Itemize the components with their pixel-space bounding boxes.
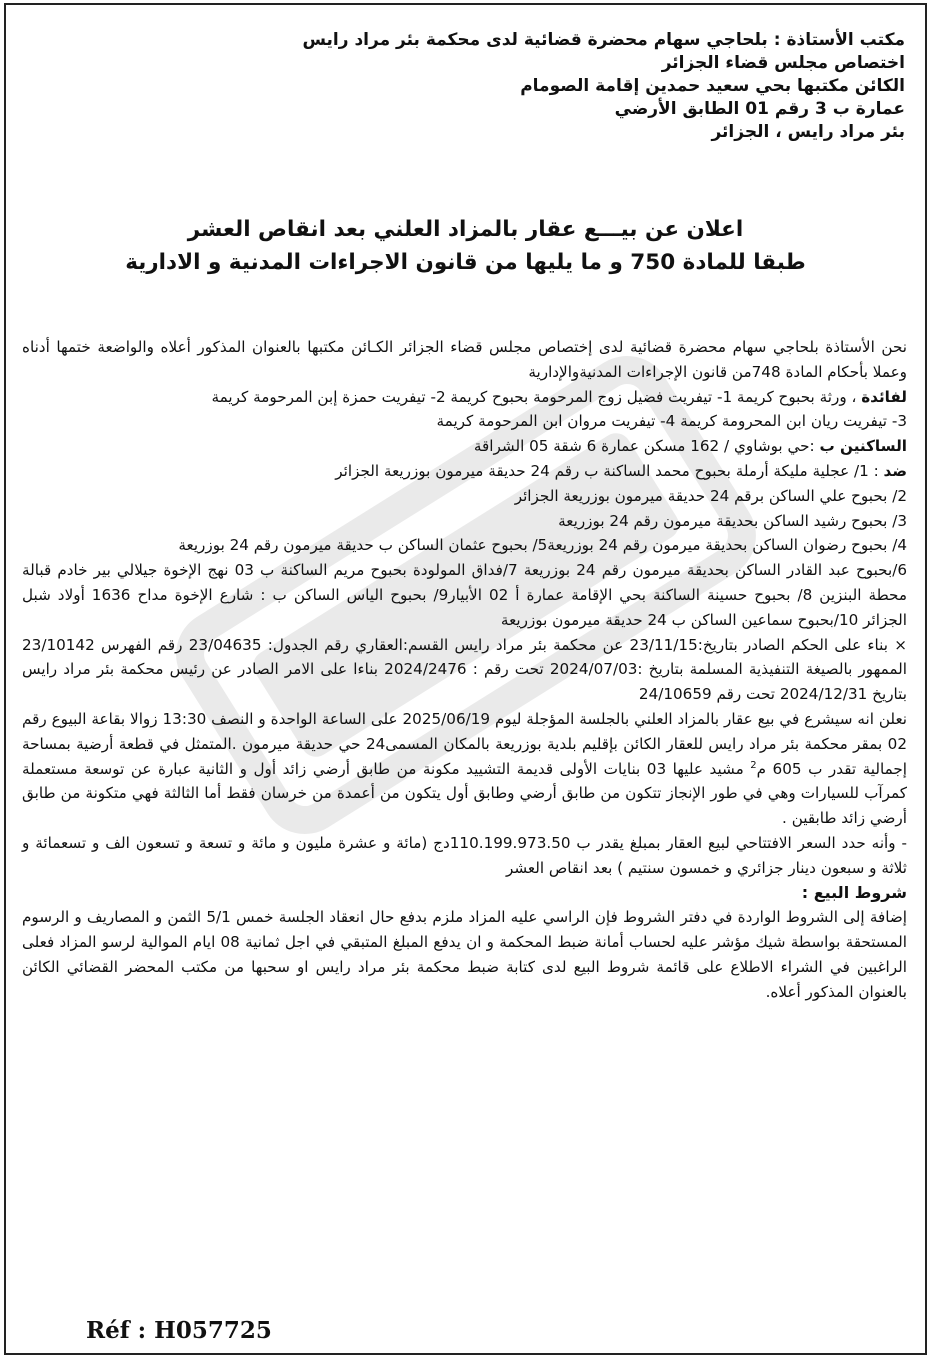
header-line-2: اختصاص مجلس قضاء الجزائر	[661, 53, 905, 73]
sale-conditions-title: شروط البيع :	[801, 882, 907, 902]
sale-announcement-text: نعلن انه سيشرع في بيع عقار بالمزاد العلني بالجلسة المؤجلة ليوم 2025/06/19 على الساعة الواحدة و النصف 13:30 زوالا بقاعة البيوع رقم 02 بمقر محكمة بئر مراد رايس للعقار الكائن بإقليم بلدية بوزريعة بالمكان المسمى24 حي حديقة ميرمون .المتمثل في قطعة أرضية بمساحة إجمالية تقدر ب 605 م	[22, 709, 908, 778]
sale-announcement-paragraph	[22, 707, 907, 831]
against-paragraph	[22, 459, 907, 484]
announcement-title	[26, 213, 905, 279]
against-party-2: 2/ بحبوح علي الساكن برقم 24 حديقة ميرمون بوزريعة الجزائر	[514, 486, 907, 505]
bailiff-office-header	[25, 29, 905, 144]
against-party-3: 3/ بحبوح رشيد الساكن بحديقة ميرمون رقم 24 بوزريعة	[558, 511, 907, 530]
title-line-2: طبقا للمادة 750 و ما يليها من قانون الاجراءات المدنية و الادارية	[125, 250, 806, 275]
against-party-4: 4/ بحبوح رضوان الساكن بحديقة ميرمون رقم 24 بوزريعة5/ بحبوح عثمان الساكن ب حديقة ميرمون رقم 24 بوزريعة	[178, 536, 907, 555]
announcement-body	[22, 335, 907, 1005]
against-label: ضد	[883, 461, 907, 480]
header-line-4: عمارة ب 3 رقم 01 الطابق الأرضي	[614, 99, 905, 119]
residents-paragraph	[22, 434, 907, 459]
against-party-1: : 1/ عجلية مليكة أرملة بحبوح محمد الساكنة ب رقم 24 حديقة ميرمون بوزريعة الجزائر	[335, 461, 879, 480]
heirs-line: 3- تيفريت ريان ابن المحرومة كريمة 4- تيفريت مروان ابن المرحومة كريمة	[436, 412, 907, 431]
beneficiary-paragraph	[22, 385, 907, 410]
against-party-6: 6/بحبوح عبد القادر الساكن بحديقة ميرمون رقم 24 بوزريعة 7/فداق المولودة بحبوح مريم الساكنة ب 03 نهج الإخوة جيلالي بير خادم قبالة محطة البنزين 8/ بحبوح حسينة الساكنة بحي الإقامة عمارة أ 02 الأبيار9/ بحبوح الياس الساكن ب : شارع الإخوة مداح 1636 أولاد شبل الجزائر 10/بحبوح سماعين الساكن ب 24 حديقة ميرمون بوزريعة	[22, 561, 907, 629]
area-unit-superscript: 2	[750, 759, 757, 771]
intro-paragraph: نحن الأستاذة بلحاجي سهام محضرة قضائية لدى إختصاص مجلس قضاء الجزائر الكـائن مكتبها بالعنوان المذكور أعلاه والواضعة ختمها أدناه وعملا بأحكام المادة 748من قانون الإجراءات المدنيةوالإدارية	[22, 338, 907, 381]
beneficiary-label: لفائدة	[861, 387, 907, 406]
document-frame	[4, 3, 927, 1355]
header-line-5: بئر مراد رايس ، الجزائر	[711, 122, 905, 142]
header-line-1: مكتب الأستاذة : بلحاجي سهام محضرة قضائية لدى محكمة بئر مراد رايس	[302, 30, 905, 50]
judgment-paragraph: × بناء على الحكم الصادر بتاريخ:23/11/15 عن محكمة بئر مراد رايس القسم:العقاري رقم الجدول: 23/04635 رقم الفهرس 23/10142 الممهور بالصيغة التنفيذية المسلمة بتاريخ :2024/07/03 تحت رقم : 2024/2476 بناءا على الامر الصادر عن رئيس محكمة بئر مراد رايس بتاريخ 2024/12/31 تحت رقم 24/10659	[22, 635, 908, 704]
title-line-1: اعلان عن بيـــع عقار بالمزاد العلني بعد انقاص العشر	[187, 217, 744, 242]
sale-conditions-paragraph: إضافة إلى الشروط الواردة في دفتر الشروط فإن الراسي عليه المزاد ملزم بدفع حال انعقاد الجلسة خمس 5/1 الثمن و المصاريف و الرسوم المستحقة بواسطة شيك مؤشر عليه لحساب أمانة ضبط المحكمة و ان يدفع المبلغ المتبقي في اجل ثمانية 08 ايام الموالية لرسو المزاد فعلى الراغبين في الشراء الاطلاع على قائمة شروط البيع لدى كتابة ضبط محكمة بئر مراد رايس او سحبها من مكتب المحضر القضائي الكائن بالعنوان المذكور أعلاه.	[22, 908, 907, 1001]
reference-number: Réf : H057725	[86, 1317, 272, 1344]
residents-text: :حي بوشاوي / 162 مسكن عمارة 6 شقة 05 الشراقة	[473, 437, 815, 456]
beneficiary-text: ، ورثة بحبوح كريمة 1- تيفريت فضيل زوج المرحومة بحبوح كريمة 2- تيفريت حمزة إبن المرحومة كريمة	[211, 387, 857, 406]
opening-price-paragraph: - وأنه حدد السعر الافتتاحي لبيع العقار بمبلغ يقدر ب 110.199.973.50دج (مائة و عشرة مليون و مائة و تسعة و تسعون الف و تسعمائة و ثلاثة و سبعون دينار جزائري و خمسون سنتيم ) بعد انقاص العشر	[22, 833, 907, 877]
residents-label: الساكنين ب	[819, 437, 907, 456]
header-line-3: الكائن مكتبها بحي سعيد حمدين إقامة الصومام	[520, 76, 905, 96]
sale-announcement-continued: مشيد عليها 03 بنايات الأولى قديمة التشييد مكونة من طابق أرضي زائد أول و الثانية عبارة عن توسعة مستعملة كمرآب للسيارات وهي في طور الإنجاز تتكون من طابق أرضي وطابق أول يتكون من أعمدة من خرسان فقط أما الثالثة فهي متكونة من طابق أرضي زائد طابقين .	[22, 759, 907, 828]
